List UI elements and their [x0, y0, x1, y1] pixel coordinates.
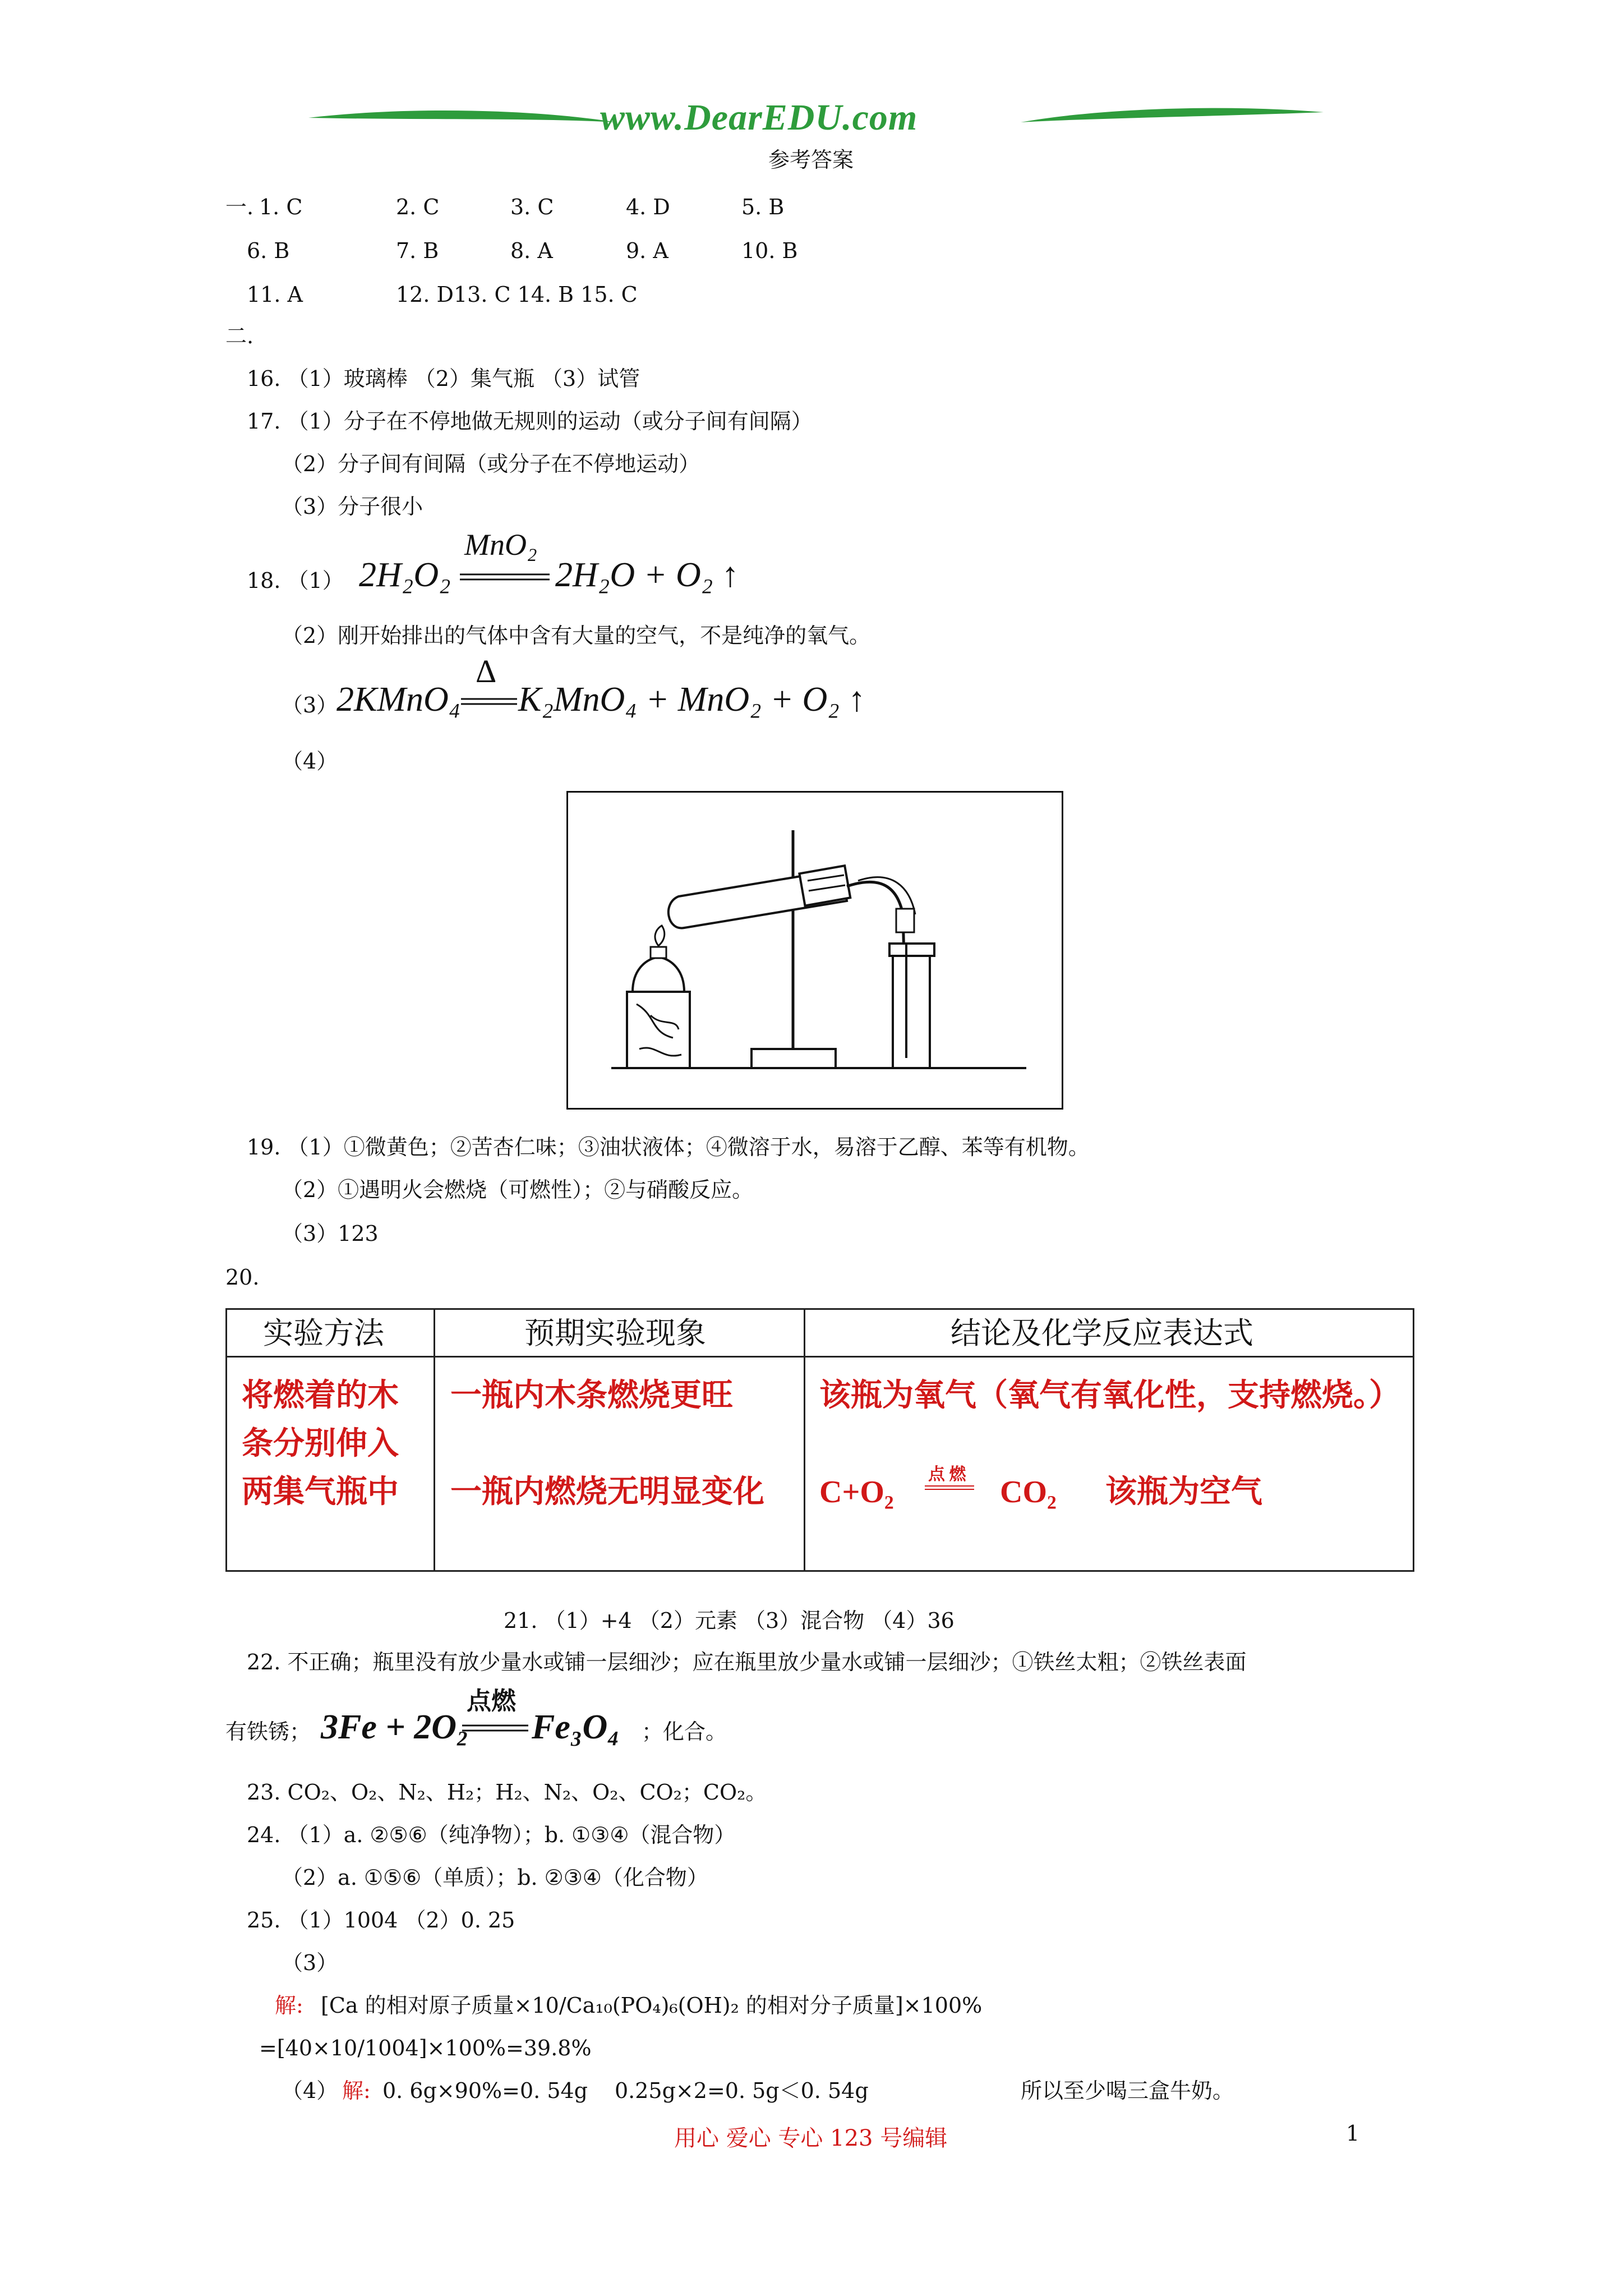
phenomenon-line: 一瓶内木条燃烧更旺 [450, 1377, 733, 1414]
answer: 2. C [396, 195, 440, 219]
q21: 21. （1）+4 （2）元素 （3）混合物 （4）36 [504, 1608, 955, 1633]
conclusion-line: 该瓶为氧气（氧气有氧化性，支持燃烧。） [819, 1377, 1400, 1414]
experiment-table [225, 1308, 1414, 1572]
q24-line1: 24. （1）a. ②⑤⑥（纯净物）；b. ①③④（混合物） [247, 1823, 736, 1847]
conclusion-equation-left: C+O₂ [819, 1475, 894, 1510]
section-label: 二. [225, 324, 254, 348]
answer: 11. A [247, 282, 303, 307]
answer: 9. A [626, 238, 668, 263]
q25-line4: =[40×10/1004]×100%=39.8% [259, 2036, 592, 2060]
equation-right: 2H₂O + O₂ ↑ [555, 556, 739, 594]
q25-line5-prefix: （4） [282, 2078, 338, 2103]
q25-line2: （3） [282, 1950, 338, 1975]
solution-label: 解: [342, 2078, 371, 2103]
q25-line5-b: 0.25g×2=0. 5g＜0. 54g [615, 2078, 869, 2103]
q23: 23. CO₂、O₂、N₂、H₂；H₂、N₂、O₂、CO₂；CO₂。 [247, 1780, 767, 1805]
equation-equals [460, 573, 550, 581]
conclusion-equation-product: CO₂ [1000, 1475, 1057, 1510]
q25-line5-c: 所以至少喝三盒牛奶。 [1021, 2078, 1234, 2103]
equation-equals [461, 698, 517, 706]
equation-condition: 点燃 [467, 1687, 516, 1715]
q17-line1: 17. （1）分子在不停地做无规则的运动（或分子间有间隔） [247, 409, 813, 434]
page-number: 1 [1346, 2121, 1360, 2146]
table-header: 预期实验现象 [524, 1315, 706, 1351]
method-line: 两集气瓶中 [242, 1474, 399, 1510]
page-title: 参考答案 [768, 148, 854, 172]
q18-prefix: 18. （1） [247, 568, 344, 593]
q22-line1: 22. 不正确；瓶里没有放少量水或铺一层细沙；应在瓶里放少量水或铺一层细沙；①铁丝太粗；②铁丝表面 [247, 1650, 1247, 1674]
footer-text: 用心 爱心 专心 123 号编辑 [674, 2125, 948, 2151]
q25-line3: [Ca 的相对原子质量×10/Ca₁₀(PO₄)₆(OH)₂ 的相对分子质量]×100% [321, 1993, 983, 2018]
answer: 4. D [626, 195, 670, 219]
answer: 8. A [510, 238, 553, 263]
equation-right: Fe₃O₄ [532, 1708, 620, 1746]
equation-condition: MnO₂ [464, 528, 537, 562]
conclusion-line: 该瓶为空气 [1105, 1474, 1262, 1510]
method-line: 将燃着的木 [242, 1377, 399, 1414]
conclusion-equation-equals [925, 1485, 974, 1490]
conclusion-equation-condition: 点 燃 [928, 1465, 966, 1484]
apparatus-diagram [566, 791, 1063, 1110]
logo-text: www.DearEDU.com [600, 97, 918, 138]
solution-label: 解: [275, 1993, 303, 2018]
q22-line2-prefix: 有铁锈； [225, 1719, 311, 1744]
q25-line5-a: 0. 6g×90%=0. 54g [382, 2078, 588, 2103]
answer: 12. D13. C 14. B 15. C [396, 282, 638, 307]
q17-line2: （2）分子间有间隔（或分子在不停地运动） [282, 452, 700, 476]
q19-line1: 19. （1）①微黄色；②苦杏仁味；③油状液体；④微溶于水，易溶于乙醇、苯等有机物。 [247, 1135, 1090, 1159]
equation-left: 3Fe + 2O₂ [321, 1708, 469, 1746]
answer: 1. C [259, 195, 303, 219]
q20-label: 20. [225, 1265, 260, 1290]
q18-prefix3: （3） [282, 693, 338, 717]
answer: 7. B [396, 238, 439, 263]
equation-condition: Δ [476, 653, 497, 689]
answer: 3. C [510, 195, 554, 219]
table-header: 结论及化学反应表达式 [951, 1315, 1253, 1351]
section-label: 一. [225, 195, 254, 219]
q24-line2: （2）a. ①⑤⑥（单质）；b. ②③④（化合物） [282, 1865, 708, 1890]
q19-line3: （3）123 [282, 1221, 379, 1246]
equation-equals [462, 1724, 528, 1732]
table-header: 实验方法 [263, 1315, 384, 1351]
q16: 16. （1）玻璃棒 （2）集气瓶 （3）试管 [247, 366, 640, 391]
equation-left: 2H₂O₂ [359, 556, 451, 594]
q17-line3: （3）分子很小 [282, 494, 423, 519]
q22-line2-suffix: ；化合。 [642, 1719, 727, 1744]
equation-left: 2KMnO₄ [336, 680, 461, 719]
phenomenon-line: 一瓶内燃烧无明显变化 [450, 1474, 764, 1510]
answer: 6. B [247, 238, 290, 263]
equation-right: K₂MnO₄ + MnO₂ + O₂ ↑ [518, 680, 866, 719]
q18-line2: （2）刚开始排出的气体中含有大量的空气，不是纯净的氧气。 [282, 623, 871, 648]
answer: 10. B [741, 238, 798, 263]
q18-prefix4: （4） [282, 749, 338, 774]
answer: 5. B [741, 195, 785, 219]
q19-line2: （2）①遇明火会燃烧（可燃性）；②与硝酸反应。 [282, 1177, 754, 1202]
method-line: 条分别伸入 [242, 1425, 399, 1462]
q25-line1: 25. （1）1004 （2）0. 25 [247, 1908, 515, 1932]
